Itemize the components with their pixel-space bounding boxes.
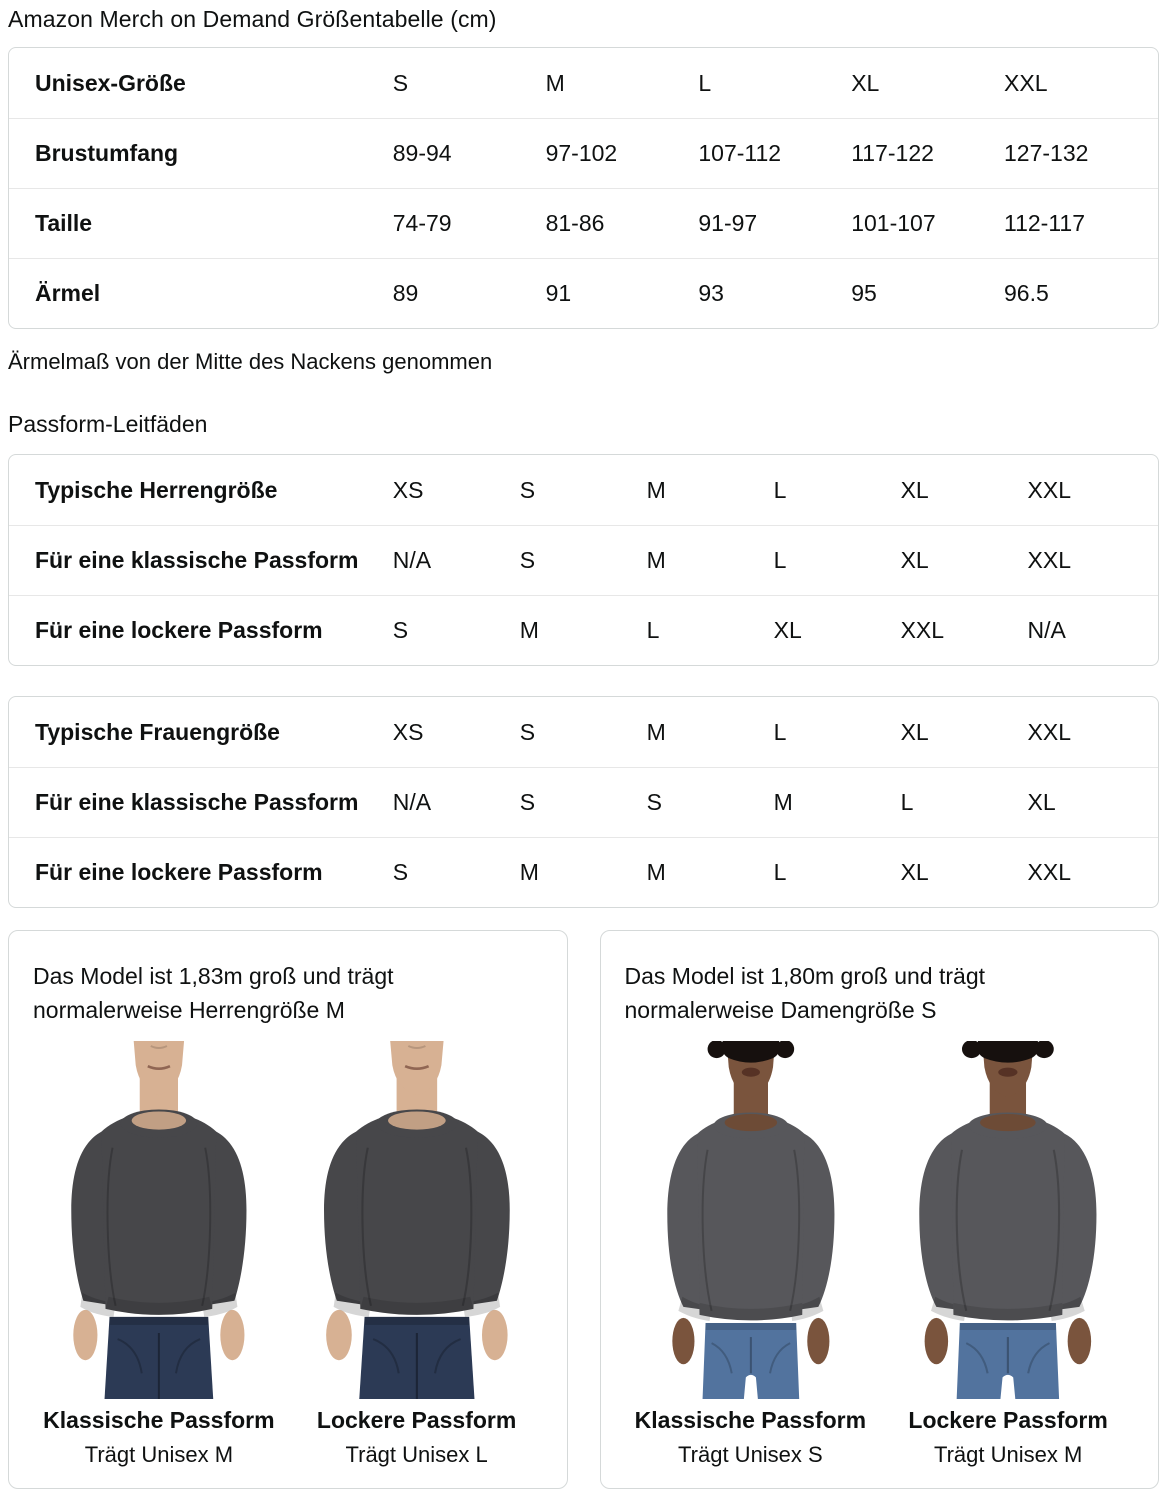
size-col-m: M (545, 69, 565, 96)
cell-value: M (646, 547, 666, 573)
cell-value: N/A (392, 789, 432, 815)
cell-value: S (519, 789, 536, 815)
table-row-typical-mens-size (9, 455, 1158, 525)
row-label: Typische Frauengröße (35, 718, 280, 745)
fit-label: Lockere Passform (316, 1407, 517, 1434)
cell-value: XXL (1027, 859, 1072, 885)
cell-value: M (773, 789, 793, 815)
table-row-classic-fit (9, 767, 1158, 837)
size-label: Trägt Unisex M (933, 1442, 1083, 1468)
model-description: Das Model ist 1,80m groß und trägt normalerweise Damengröße S (624, 963, 985, 1023)
row-label: Für eine lockere Passform (35, 859, 323, 885)
size-label: Trägt Unisex L (345, 1442, 488, 1468)
cell-value: 96.5 (1004, 280, 1049, 306)
size-table-header-label: Unisex-Größe (35, 69, 186, 96)
cell-value: XL (900, 718, 929, 745)
cell-value: M (519, 617, 539, 643)
cell-value: S (392, 617, 409, 643)
row-label: Taille (35, 210, 93, 236)
table-row-waist (9, 188, 1158, 258)
model-card-men (8, 930, 568, 1489)
cell-value: XXL (1027, 476, 1072, 503)
hand-right (1068, 1318, 1091, 1364)
cell-value: M (646, 718, 666, 745)
cell-value: XS (392, 718, 424, 745)
cell-value: L (773, 547, 787, 573)
cell-value: 107-112 (698, 140, 782, 166)
cell-value: 95 (851, 280, 877, 306)
fit-guides-heading: Passform-Leitfäden (8, 411, 208, 437)
figure-loose-fit (291, 1041, 543, 1468)
cell-value: XXL (900, 617, 945, 643)
cell-value: M (646, 476, 666, 503)
row-label: Ärmel (35, 280, 101, 306)
cell-value: L (773, 718, 787, 745)
cell-value: XL (900, 859, 929, 885)
table-row-sleeve (9, 258, 1158, 328)
model-figures (625, 1041, 1135, 1468)
fit-label: Lockere Passform (908, 1407, 1108, 1434)
size-col-xl: XL (851, 69, 880, 96)
size-label: Trägt Unisex M (84, 1442, 234, 1468)
cell-value: S (392, 859, 409, 885)
size-label: Trägt Unisex S (678, 1442, 823, 1468)
model-card-women (600, 930, 1160, 1489)
figure-loose-fit (882, 1041, 1134, 1468)
cell-value: 101-107 (851, 210, 936, 236)
cell-value: 93 (698, 280, 724, 306)
sleeve-measure-note: Ärmelmaß von der Mitte des Nackens genommen (8, 349, 493, 374)
model-photo-man-loose (283, 1041, 550, 1399)
row-label: Brustumfang (35, 140, 179, 166)
cell-value: M (646, 859, 666, 885)
cell-value: 89-94 (392, 140, 452, 166)
cell-value: 89 (392, 280, 419, 306)
cell-value: S (646, 789, 663, 815)
cell-value: S (519, 718, 536, 745)
sweatshirt-shape (952, 1116, 1065, 1321)
table-row-loose-fit (9, 837, 1158, 907)
row-label: Für eine klassische Passform (35, 789, 359, 815)
cell-value: N/A (1027, 617, 1066, 643)
fit-table-men (8, 454, 1159, 666)
size-table-header-row (9, 48, 1158, 118)
model-cards (8, 930, 1159, 1489)
hand-left (672, 1318, 694, 1364)
cell-value: L (900, 789, 914, 815)
size-col-s: S (392, 69, 409, 96)
fit-label: Klassische Passform (634, 1407, 867, 1434)
hand-right (807, 1318, 829, 1364)
sweatshirt-shape (697, 1116, 804, 1321)
row-label: Typische Herrengröße (35, 476, 278, 503)
hand-left (925, 1318, 948, 1364)
cell-value: M (519, 859, 539, 885)
cell-value: 74-79 (392, 210, 452, 236)
cell-value: XL (773, 617, 802, 643)
row-label: Für eine lockere Passform (35, 617, 323, 643)
cell-value: XL (900, 547, 929, 573)
row-label: Für eine klassische Passform (35, 547, 359, 573)
hand-right (482, 1310, 508, 1360)
table-row-classic-fit (9, 525, 1158, 595)
cell-value: N/A (392, 547, 432, 573)
table-row-chest (9, 118, 1158, 188)
cell-value: XXL (1027, 718, 1072, 745)
cell-value: L (646, 617, 660, 643)
cell-value: S (519, 547, 536, 573)
cell-value: L (773, 476, 787, 503)
cell-value: 117-122 (851, 140, 934, 166)
cell-value: XXL (1027, 547, 1072, 573)
cell-value: 112-117 (1004, 210, 1086, 236)
hand-left (73, 1310, 97, 1360)
hand-left (326, 1310, 352, 1360)
model-description: Das Model ist 1,83m groß und trägt normalerweise Herrengröße M (33, 963, 394, 1023)
cell-value: XL (1027, 789, 1056, 815)
cell-value: L (773, 859, 787, 885)
cell-value: 127-132 (1004, 140, 1089, 166)
model-figures (33, 1041, 543, 1468)
cell-value: S (519, 476, 536, 503)
cell-value: 91-97 (698, 210, 758, 236)
figure-classic-fit (625, 1041, 877, 1468)
fit-table-women (8, 696, 1159, 908)
cell-value: XL (900, 476, 929, 503)
size-table (8, 47, 1159, 329)
model-photo-man-classic (33, 1041, 285, 1399)
figure-classic-fit (33, 1041, 285, 1468)
table-row-typical-womens-size (9, 697, 1158, 767)
sweatshirt-shape (356, 1112, 478, 1315)
table-row-loose-fit (9, 595, 1158, 665)
model-photo-woman-loose (875, 1041, 1142, 1399)
fit-label: Klassische Passform (43, 1407, 275, 1434)
cell-value: 81-86 (545, 210, 605, 236)
size-col-xxl: XXL (1004, 69, 1048, 96)
cell-value: 97-102 (545, 140, 618, 166)
page-title: Amazon Merch on Demand Größentabelle (cm) (8, 6, 497, 32)
cell-value: 91 (545, 280, 572, 306)
model-photo-woman-classic (625, 1041, 877, 1399)
size-col-l: L (698, 69, 712, 96)
cell-value: XS (392, 476, 424, 503)
sweatshirt-shape (101, 1112, 216, 1315)
hand-right (220, 1310, 244, 1360)
